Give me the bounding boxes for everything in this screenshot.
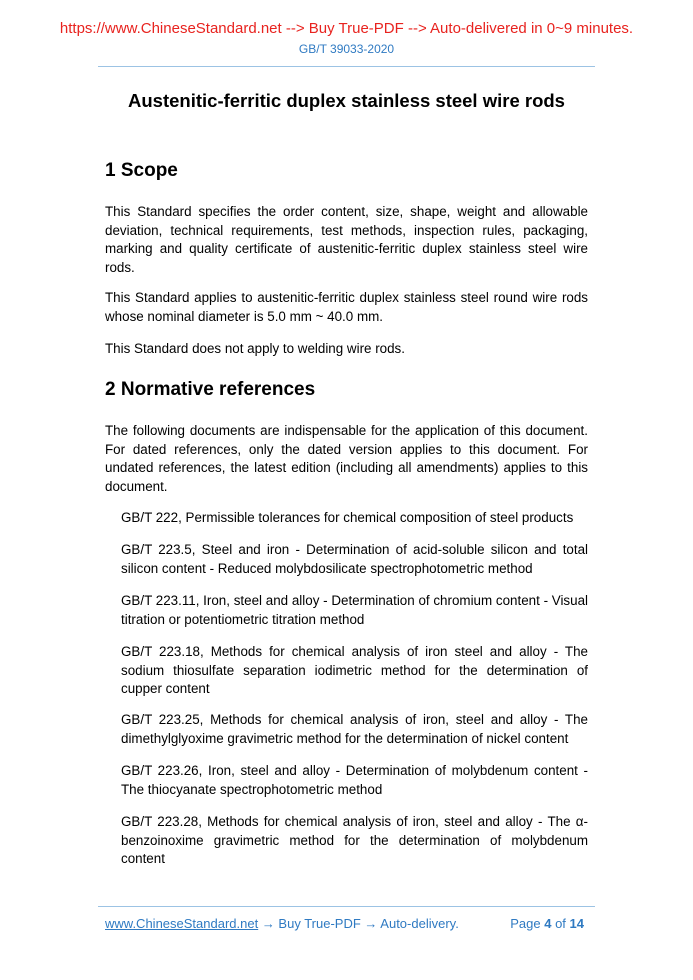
reference-item: GB/T 223.28, Methods for chemical analysis of iron, steel and alloy - The α-benzoinoxime gravimetric method for the determination of molybdenum content (121, 814, 588, 867)
reference-item: GB/T 223.25, Methods for chemical analysis of iron, steel and alloy - The dimethylglyoxime gravimetric method for the determination of nickel content (121, 712, 588, 746)
reference-item: GB/T 223.26, Iron, steel and alloy - Determination of molybdenum content - The thiocyanate spectrophotometric method (121, 763, 588, 797)
reference-item: GB/T 223.11, Iron, steel and alloy - Determination of chromium content - Visual titration or potentiometric titration method (121, 593, 588, 627)
paragraph: This Standard does not apply to welding wire rods. (105, 341, 405, 356)
footer-link[interactable]: www.ChineseStandard.net (105, 916, 259, 931)
standard-number: GB/T 39033-2020 (298, 42, 395, 56)
reference-item: GB/T 222, Permissible tolerances for chemical composition of steel products (121, 510, 574, 525)
page-indicator (510, 916, 584, 931)
of-label: of (555, 916, 566, 931)
reference-item: GB/T 223.18, Methods for chemical analysis of iron steel and alloy - The sodium thiosulfate separation iodimetric method for the determination of cupper content (121, 644, 588, 697)
section-heading-scope: 1 Scope (105, 160, 178, 181)
section-heading-normative-references: 2 Normative references (105, 379, 316, 400)
page-label: Page (510, 916, 541, 931)
paragraph: This Standard specifies the order content, size, shape, weight and allowable deviation, technical requirements, test methods, inspection rules, packaging, marking and quality certificate of austenitic-ferritic duplex stainless steel wire rods. (105, 204, 588, 275)
footer-divider (98, 906, 595, 907)
footer-text: → Buy True-PDF → Auto-delivery. (258, 916, 459, 931)
paragraph: This Standard applies to austenitic-ferritic duplex stainless steel round wire rods whose nominal diameter is 5.0 mm ~ 40.0 mm. (105, 290, 588, 324)
page-total: 14 (569, 916, 584, 931)
page-number: 4 (544, 916, 552, 931)
paragraph: The following documents are indispensable for the application of this document. For dated references, only the dated version applies to this document. For undated references, the latest edition (including all amendments) applies to this document. (105, 423, 588, 494)
header-divider (98, 66, 595, 67)
reference-item: GB/T 223.5, Steel and iron - Determination of acid-soluble silicon and total silicon content - Reduced molybdosilicate spectrophotometric method (121, 542, 588, 576)
promo-banner[interactable]: https://www.ChineseStandard.net --> Buy True-PDF --> Auto-delivered in 0~9 minutes. (59, 20, 634, 37)
footer (105, 916, 588, 931)
document-title: Austenitic-ferritic duplex stainless steel wire rods (128, 90, 565, 111)
